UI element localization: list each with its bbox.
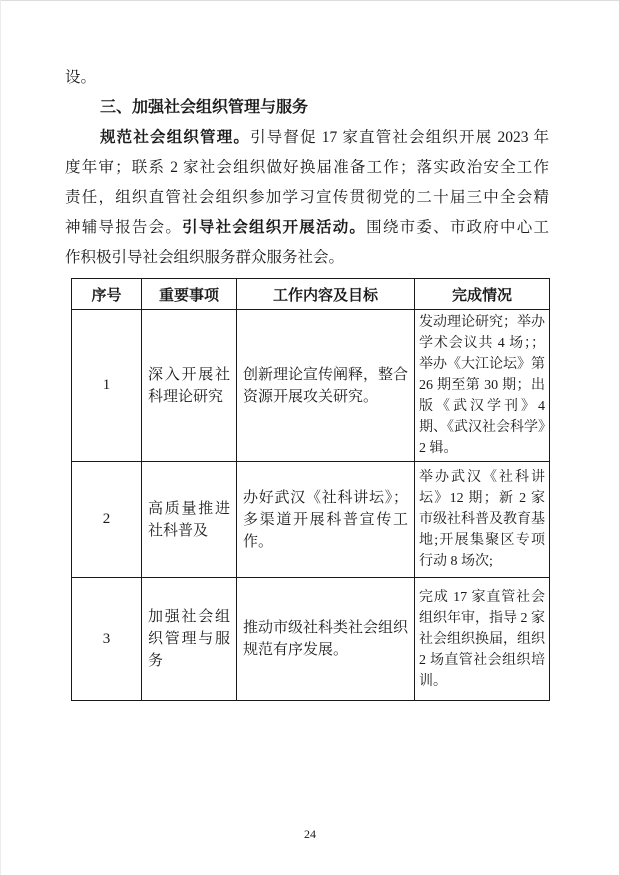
header-cell-content: 工作内容及目标 [237,279,415,310]
status-cell: 举办武汉《社科讲坛》12 期；新 2 家市级社科普及教育基地;开展集聚区专项行动 8 场次; [415,462,550,578]
text-run: 度年审；联系 2 家社会组织做好换届准备工作；落实政治安全工作 [65,159,549,176]
work-report-table [71,278,550,701]
serial-cell: 1 [72,310,142,462]
table-header-row [72,279,550,310]
content-cell: 办好武汉《社科讲坛》；多渠道开展科普宣传工作。 [237,462,415,578]
status-cell: 完成 17 家直管社会组织年审，指导 2 家社会组织换届，组织 2 场直管社会组织培训。 [415,578,550,701]
closing-line: 设。 [65,69,97,86]
paragraph-line [65,183,549,213]
header-cell-item: 重要事项 [142,279,237,310]
paragraph [65,123,549,273]
text-run: 作积极引导社会组织服务群众服务社会。 [65,249,345,266]
text-run: 责任，组织直管社会组织参加学习宣传贯彻党的二十届三中全会精 [65,189,549,206]
item-cell: 加强社会组织管理与服务 [142,578,237,701]
paragraph-line [65,153,549,183]
table-row [72,462,550,578]
text-run: 神辅导报告会。 [65,219,183,236]
serial-cell: 3 [72,578,142,701]
section-heading: 三、加强社会组织管理与服务 [100,99,309,116]
text-run: 引导督促 17 家直管社会组织开展 2023 年 [250,129,549,146]
serial-cell: 2 [72,462,142,578]
content-cell: 创新理论宣传阐释，整合资源开展攻关研究。 [237,310,415,462]
header-cell-status: 完成情况 [415,279,550,310]
item-cell: 深入开展社科理论研究 [142,310,237,462]
table-row [72,578,550,701]
status-cell: 发动理论研究；举办学术会议共 4 场；；举办《大江论坛》第 26 期至第 30 期；出版《武汉学刊》4 期、《武汉社会科学》2 辑。 [415,310,550,462]
text-run: 围绕市委、市政府中心工 [366,219,549,236]
page-number: 24 [304,827,316,841]
paragraph-line [65,123,549,153]
paragraph-line [65,213,549,243]
paragraph-line [65,243,549,273]
bold-run: 规范社会组织管理。 [100,129,251,146]
content-cell: 推动市级社科类社会组织规范有序发展。 [237,578,415,701]
header-cell-serial: 序号 [72,279,142,310]
document-body [65,63,549,701]
item-cell: 高质量推进社科普及 [142,462,237,578]
table-row [72,310,550,462]
bold-run: 引导社会组织开展活动。 [182,219,367,236]
